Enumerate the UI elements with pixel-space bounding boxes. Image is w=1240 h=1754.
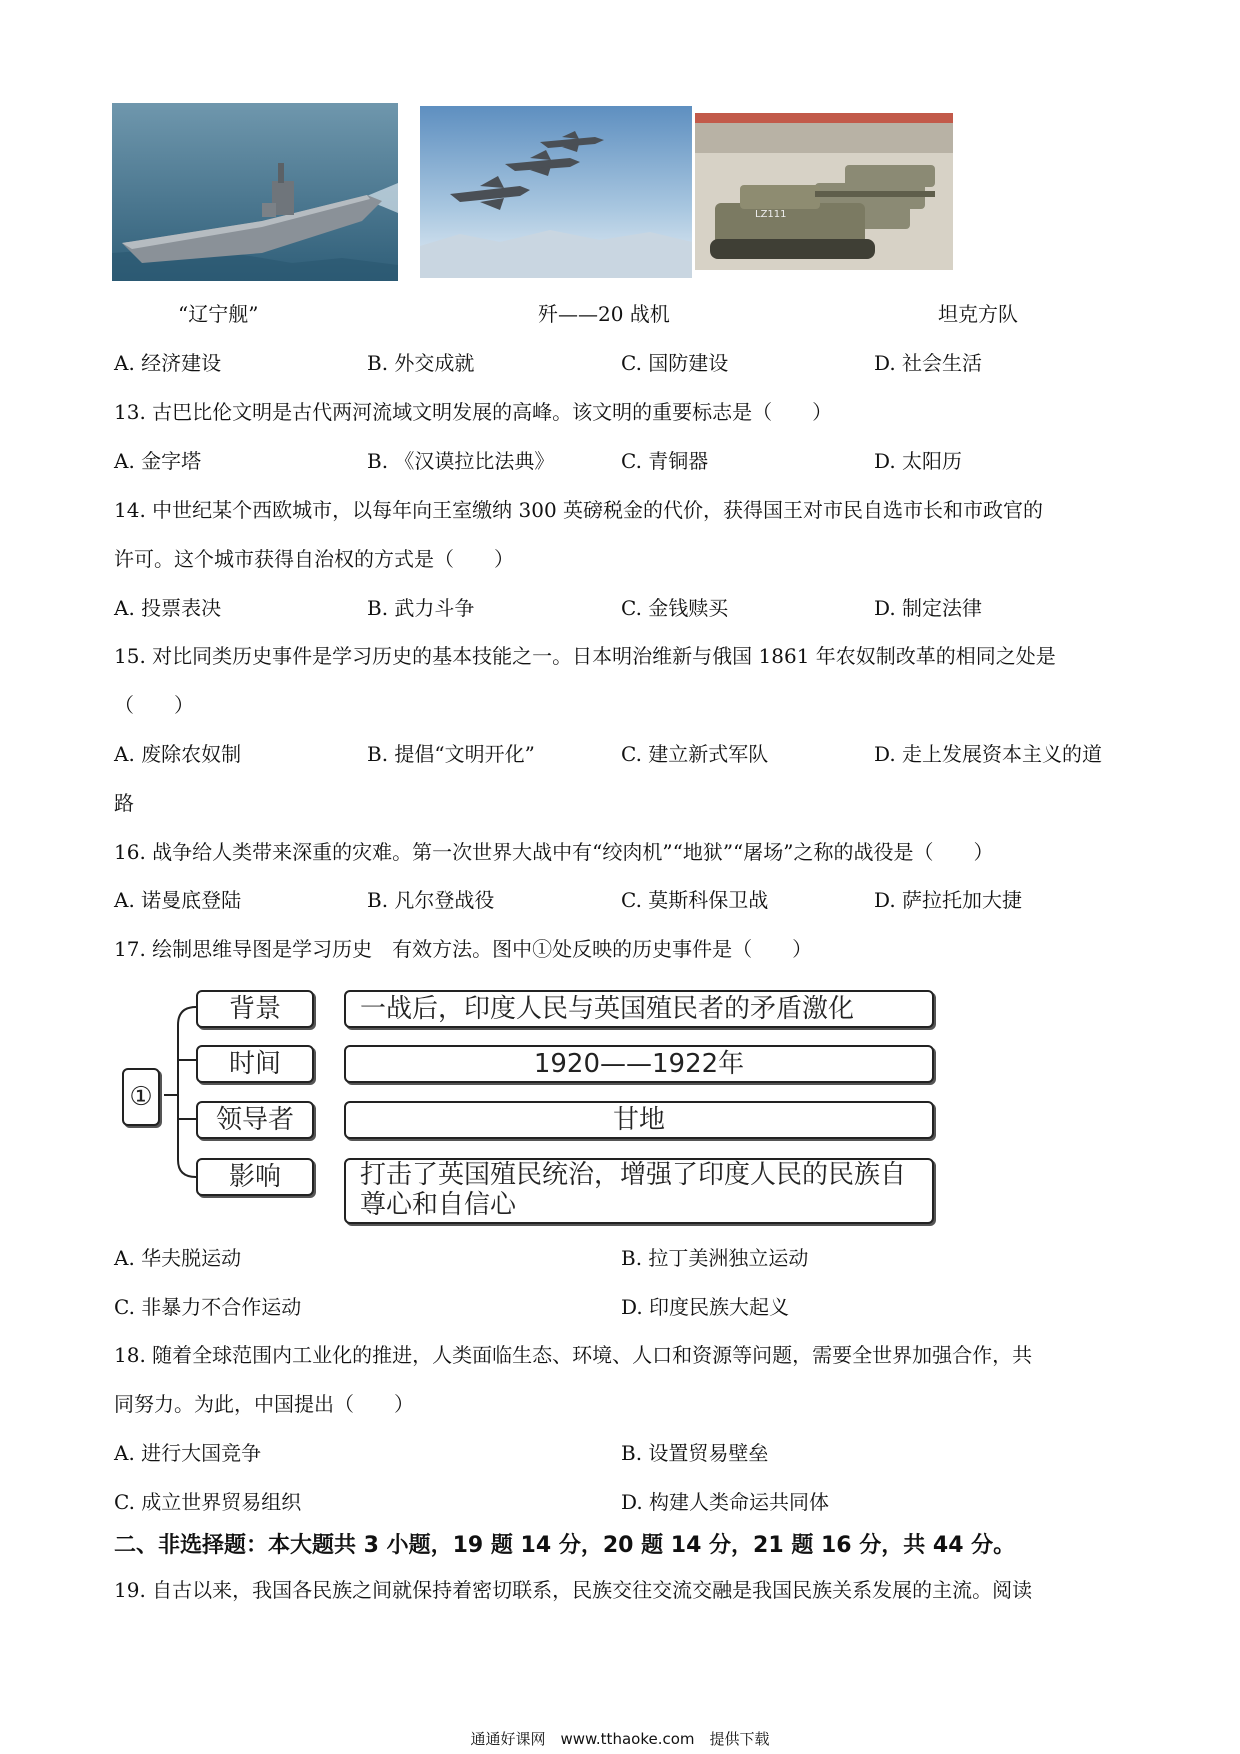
mindmap-label-time: 时间 [196, 1045, 314, 1083]
q15-option-d-wrap: 路 [114, 791, 134, 815]
q13-stem: 13. 古巴比伦文明是古代两河流域文明发展的高峰。该文明的重要标志是（ ） [114, 400, 833, 424]
q14-stem-line2: 许可。这个城市获得自治权的方式是（ ） [114, 547, 514, 571]
q15-option-b: B. 提倡“文明开化” [367, 742, 535, 766]
q14-option-b: B. 武力斗争 [367, 596, 475, 620]
footer-watermark: 通通好课网 www.tthaoke.com 提供下载 [470, 1730, 770, 1748]
q13-option-a: A. 金字塔 [114, 449, 202, 473]
q17-option-d: D. 印度民族大起义 [621, 1295, 790, 1319]
q15-stem-line2: （ ） [114, 693, 194, 717]
caption-tank: 坦克方队 [938, 302, 1018, 326]
q17-stem: 17. 绘制思维导图是学习历史 有效方法。图中①处反映的历史事件是（ ） [114, 937, 813, 961]
q14-option-d: D. 制定法律 [874, 596, 983, 620]
mindmap-content-impact: 打击了英国殖民统治，增强了印度人民的民族自尊心和自信心 [344, 1158, 934, 1224]
q18-stem-line2: 同努力。为此，中国提出（ ） [114, 1392, 414, 1416]
q16-option-d: D. 萨拉托加大捷 [874, 888, 1023, 912]
q18-option-d: D. 构建人类命运共同体 [621, 1490, 830, 1514]
q15-stem-line1: 15. 对比同类历史事件是学习历史的基本技能之一。日本明治维新与俄国 1861 年农奴制改革的相同之处是 [114, 644, 1056, 668]
q16-option-b: B. 凡尔登战役 [367, 888, 495, 912]
q17-option-a: A. 华夫脱运动 [114, 1246, 242, 1270]
q16-option-c: C. 莫斯科保卫战 [621, 888, 769, 912]
q13-option-b: B. 《汉谟拉比法典》 [367, 449, 555, 473]
q12-option-a: A. 经济建设 [114, 351, 222, 375]
q17-option-b: B. 拉丁美洲独立运动 [621, 1246, 809, 1270]
mindmap-content-time: 1920——1922年 [344, 1045, 934, 1083]
q13-option-c: C. 青铜器 [621, 449, 709, 473]
q15-option-d: D. 走上发展资本主义的道 [874, 742, 1103, 766]
q13-option-d: D. 太阳历 [874, 449, 963, 473]
mindmap-label-background: 背景 [196, 990, 314, 1028]
q19-stem: 19. 自古以来，我国各民族之间就保持着密切联系，民族交往交流交融是我国民族关系发展的主流。阅读 [114, 1578, 1033, 1602]
tank-parade-photo [695, 113, 953, 270]
q18-option-c: C. 成立世界贸易组织 [114, 1490, 302, 1514]
mindmap-content-leader: 甘地 [344, 1101, 934, 1139]
section2-title: 二、非选择题：本大题共 3 小题，19 题 14 分，20 题 14 分，21 题 16 分，共 44 分。 [114, 1533, 1016, 1558]
q12-option-b: B. 外交成就 [367, 351, 475, 375]
q14-stem-line1: 14. 中世纪某个西欧城市，以每年向王室缴纳 300 英磅税金的代价，获得国王对市民自选市长和市政官的 [114, 498, 1044, 522]
q18-option-a: A. 进行大国竞争 [114, 1441, 262, 1465]
mindmap-root: ① [122, 1068, 160, 1126]
tank-marking: LZ111 [755, 209, 787, 220]
q16-stem: 16. 战争给人类带来深重的灾难。第一次世界大战中有“绞肉机”“地狱”“屠场”之称的战役是（ ） [114, 840, 994, 864]
j20-fighter-photo [420, 106, 692, 278]
q15-option-c: C. 建立新式军队 [621, 742, 769, 766]
q14-option-a: A. 投票表决 [114, 596, 222, 620]
mindmap-label-leader: 领导者 [196, 1101, 314, 1139]
q12-option-d: D. 社会生活 [874, 351, 983, 375]
q18-option-b: B. 设置贸易壁垒 [621, 1441, 769, 1465]
caption-liaoning: “辽宁舰” [178, 302, 259, 326]
q15-option-a: A. 废除农奴制 [114, 742, 242, 766]
q16-option-a: A. 诺曼底登陆 [114, 888, 242, 912]
liaoning-carrier-photo [112, 103, 398, 281]
mindmap-content-background: 一战后，印度人民与英国殖民者的矛盾激化 [344, 990, 934, 1028]
q14-option-c: C. 金钱赎买 [621, 596, 729, 620]
mindmap-label-impact: 影响 [196, 1158, 314, 1196]
caption-j20: 歼——20 战机 [538, 302, 670, 326]
q18-stem-line1: 18. 随着全球范围内工业化的推进，人类面临生态、环境、人口和资源等问题，需要全世界加强合作，共 [114, 1343, 1033, 1367]
q12-option-c: C. 国防建设 [621, 351, 729, 375]
q17-option-c: C. 非暴力不合作运动 [114, 1295, 302, 1319]
